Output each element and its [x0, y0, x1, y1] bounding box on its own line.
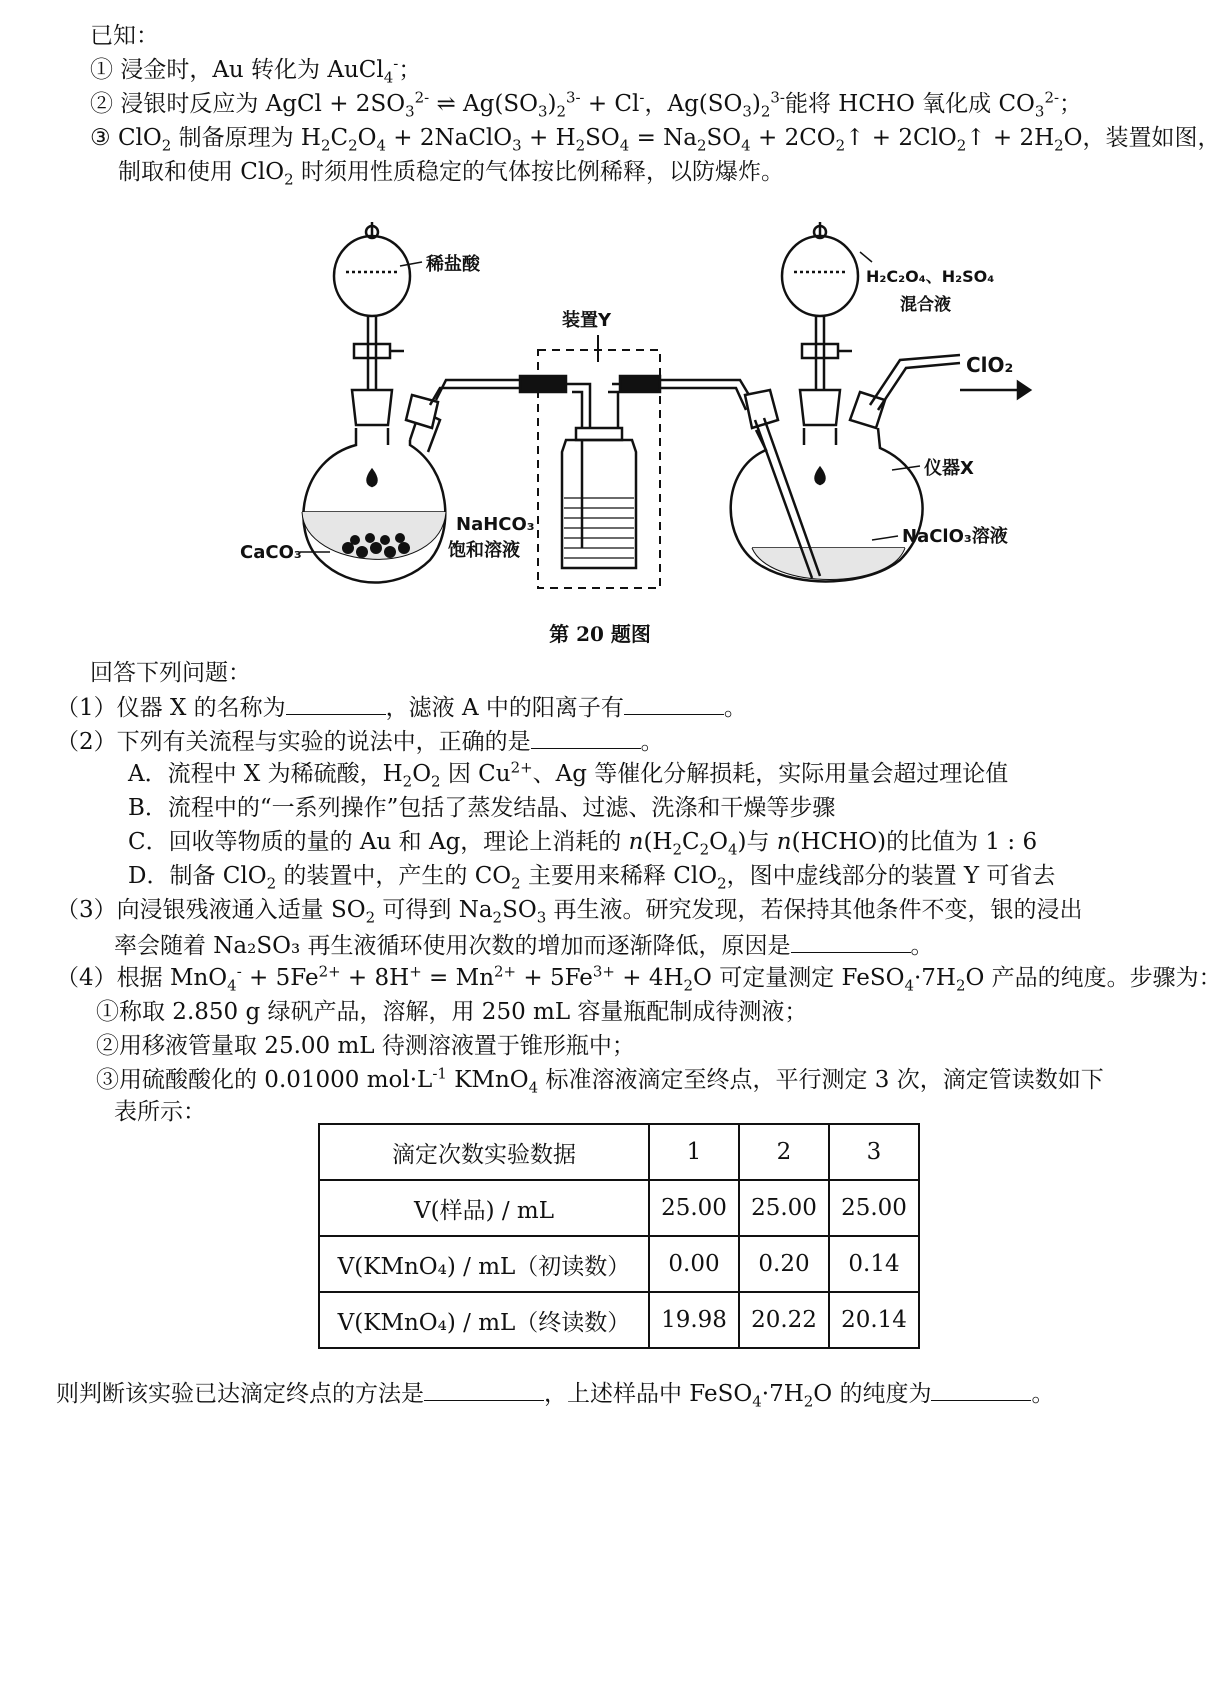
label-naclo3-solution: NaClO₃溶液	[902, 526, 1008, 547]
known-item-text: 浸银时反应为 AgCl + $2SO_3^{2-}$ ⇌ $Ag(SO_3)_2^{3-} + Cl^-$，$Ag(SO_3)_2^{3-}$能将 HCHO 氧化成 $CO_3^{2-}$；	[120, 88, 1082, 121]
left-funnel-stopcock-icon	[354, 344, 390, 358]
q2-option-d: D．制备 ClO$_2$ 的装置中，产生的 $CO_2$ 主要用来稀释 ClO$_2$，图中虚线部分的装置 Y 可省去	[128, 863, 1056, 893]
table-row-label: V(样品) / mL	[319, 1180, 649, 1236]
left-connecting-tube	[430, 388, 520, 405]
q1-answer-blank-1[interactable]	[286, 690, 386, 715]
final-answer-blank-1[interactable]	[424, 1376, 544, 1401]
q1-text-a: （1）仪器 X 的名称为	[56, 695, 286, 721]
clo2-arrow-icon	[1018, 382, 1030, 398]
apparatus-figure	[0, 0, 1200, 650]
table-row	[319, 1236, 919, 1292]
final-text-c: 。	[1031, 1381, 1055, 1407]
known-item-text: 浸金时，Au 转化为 AuCl$_4$-；	[120, 54, 422, 87]
table-header-cell: 1	[649, 1124, 739, 1180]
table-cell: 20.22	[739, 1292, 829, 1348]
table-header-cell: 3	[829, 1124, 919, 1180]
questions-intro: 回答下列问题：	[90, 660, 251, 686]
table-row	[319, 1292, 919, 1348]
label-mixed-acid: H₂C₂O₄、H₂SO₄	[866, 267, 995, 286]
known-item-mark: ①	[90, 57, 113, 83]
q4-step-3: ③用硫酸酸化的 0.01000 $mol\cdot L^{-1}$ KMnO$_4$ 标准溶液滴定至终点，平行测定 3 次，滴定管读数如下	[96, 1064, 1104, 1097]
known-item-mark: ③	[90, 125, 111, 151]
q1-text-b: ，滤液 A 中的阳离子有	[385, 695, 624, 721]
q2-text-a: （2）下列有关流程与实验的说法中，正确的是	[56, 729, 531, 755]
clo2-outlet-tube	[870, 355, 960, 405]
table-cell: 25.00	[829, 1180, 919, 1236]
label-device-y: 装置Y	[562, 310, 612, 331]
right-rubber-joint-y	[620, 376, 660, 392]
known-title: 已知：	[90, 23, 159, 49]
figure-caption: 第 20 题图	[549, 622, 651, 646]
final-text-a: 则判断该实验已达滴定终点的方法是	[56, 1381, 424, 1407]
table-cell: 0.14	[829, 1236, 919, 1292]
question-3-line-1: （3）向浸银残液通入适量 $SO_2$ 可得到 $Na_2SO_3$ 再生液。研究发现，若保持其他条件不变，银的浸出	[56, 897, 1083, 927]
final-text-b: ，上述样品中 $FeSO_4\cdot 7H_2O$ 的纯度为	[544, 1381, 932, 1411]
q2-answer-blank[interactable]	[531, 724, 641, 749]
q4-step-3-cont: 表所示：	[114, 1099, 206, 1125]
table-header-cell: 2	[739, 1124, 829, 1180]
q4-step-2: ②用移液管量取 25.00 mL 待测溶液置于锥形瓶中；	[96, 1033, 635, 1059]
table-cell: 0.00	[649, 1236, 739, 1292]
table-row-label: V(KMnO₄) / mL（终读数）	[319, 1292, 649, 1348]
known-item-text: ClO$_2$ 制备原理为 $H_2C_2O_4$ + 2NaClO$_3$ + $H_2SO_4 = Na_2SO_4$ + $2CO_2↑$ + 2ClO$_2$↑ + $2H_2O$，装置如图，	[117, 125, 1221, 155]
q2-option-c: C．回收等物质的量的 Au 和 Ag，理论上消耗的 $n(H_2C_2O_4)$与 n(HCHO)的比值为 1 : 6	[128, 829, 1038, 859]
q4-step-1: ①称取 2.850 g 绿矾产品，溶解，用 250 mL 容量瓶配制成待测液；	[96, 999, 808, 1025]
left-flask-stopper	[352, 390, 392, 425]
q2-option-b: B．流程中的“一系列操作”包括了蒸发结晶、过滤、洗涤和干燥等步骤	[128, 795, 836, 821]
question-4-line-1: （4）根据 $MnO_4^- + 5Fe^{2+} + 8H^+ = Mn^{2+} + 5Fe^{3+} + 4H_2O$ 可定量测定 $FeSO_4\cdot 7H_2O$ 产品的纯度。步骤为：	[56, 962, 1222, 995]
label-saturated-solution: 饱和溶液	[448, 540, 520, 561]
q1-text-c: 。	[723, 695, 747, 721]
known-item-text: 制取和使用 ClO$_2$ 时须用性质稳定的气体按比例稀释，以防爆炸。	[118, 159, 784, 189]
device-y-bottle	[562, 440, 636, 568]
label-dilute-hcl: 稀盐酸	[426, 254, 480, 275]
apparatus-diagram	[0, 0, 1200, 650]
right-funnel-bulb	[782, 236, 858, 316]
left-rubber-joint	[520, 376, 566, 392]
left-funnel-bulb	[334, 236, 410, 316]
label-caco3: CaCO₃	[240, 542, 302, 563]
table-header-cell: 滴定次数实验数据	[319, 1124, 649, 1180]
titration-data-table	[318, 1123, 920, 1349]
table-cell: 25.00	[739, 1180, 829, 1236]
label-clo2: ClO₂	[966, 353, 1014, 377]
table-header-row	[319, 1124, 919, 1180]
question-3-line-2	[114, 928, 934, 962]
table-cell: 20.14	[829, 1292, 919, 1348]
final-question	[56, 1376, 1054, 1410]
q3-answer-blank[interactable]	[791, 928, 911, 953]
right-funnel-stopcock-icon	[802, 344, 838, 358]
q3-text-a: 率会随着 Na₂SO₃ 再生液循环使用次数的增加而逐渐降低，原因是	[114, 933, 791, 959]
table-row-label: V(KMnO₄) / mL（初读数）	[319, 1236, 649, 1292]
known-item-mark: ②	[90, 91, 113, 117]
label-instrument-x: 仪器X	[924, 458, 974, 479]
label-nahco3: NaHCO₃	[456, 514, 535, 535]
device-y-stopper	[576, 428, 622, 440]
final-answer-blank-2[interactable]	[931, 1376, 1031, 1401]
label-mixed-solution: 混合液	[900, 295, 951, 315]
q2-option-a: A．流程中 X 为稀硫酸，$H_2O_2$ 因 $Cu^{2+}$、Ag 等催化分解损耗，实际用量会超过理论值	[128, 758, 1009, 791]
question-1	[56, 690, 747, 724]
q2-text-b: 。	[640, 729, 664, 755]
table-cell: 19.98	[649, 1292, 739, 1348]
right-flask-center-stopper	[800, 390, 840, 425]
table-cell: 0.20	[739, 1236, 829, 1292]
table-row	[319, 1180, 919, 1236]
q3-text-b: 。	[910, 933, 934, 959]
question-2	[56, 724, 664, 758]
q1-answer-blank-2[interactable]	[624, 690, 724, 715]
table-cell: 25.00	[649, 1180, 739, 1236]
